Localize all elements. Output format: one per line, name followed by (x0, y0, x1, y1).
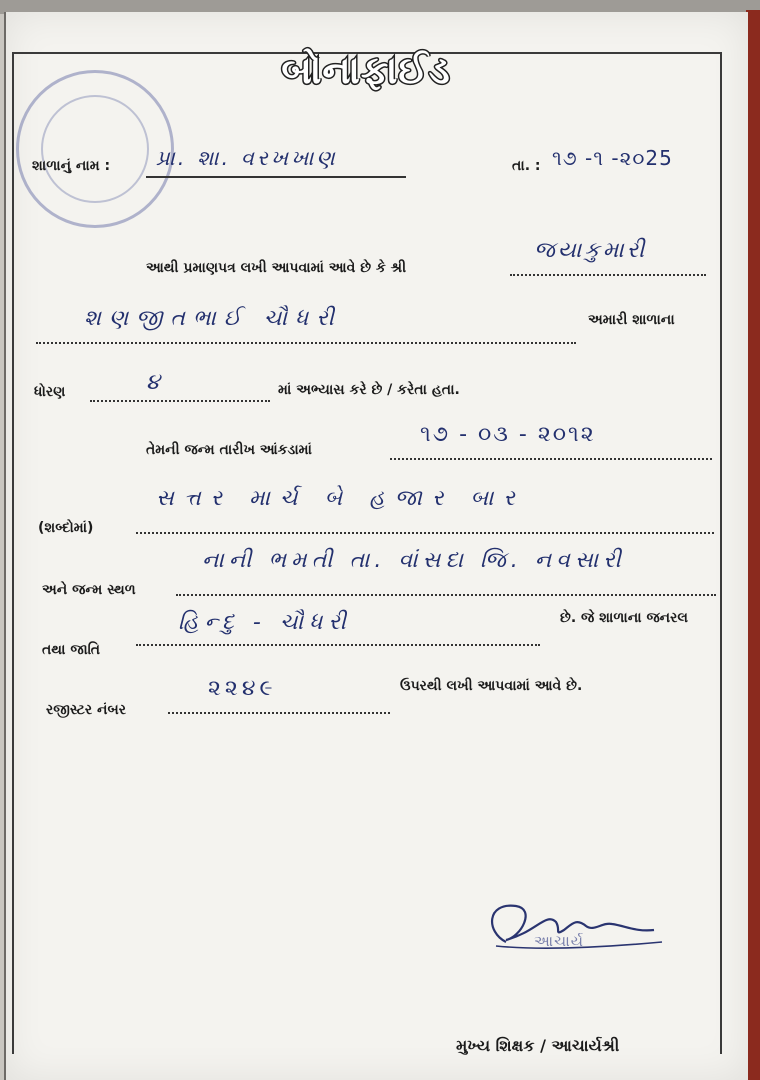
register-suffix: ઉપરથી લખી આપવામાં આવે છે. (400, 678, 583, 694)
certificate-title: બોનાફાઈડ (281, 48, 451, 92)
background-edge (746, 10, 760, 1080)
register-line (168, 712, 390, 714)
caste-suffix: છે. જે શાળાના જનરલ (560, 610, 688, 626)
stamp-designation: આચાર્ય (534, 932, 585, 950)
date-label: તા. : (512, 158, 541, 174)
principal-stamp-faded (474, 962, 694, 1022)
dob-words-label: (શબ્દોમાં) (38, 520, 94, 536)
dob-figures-value: ૧૭ - ૦૩ - ૨૦૧૨ (420, 422, 596, 447)
birthplace-label: અને જન્મ સ્થળ (42, 582, 136, 598)
student-full-name: શણજીતભાઈ ચૌધરી (84, 306, 342, 331)
standard-label: ધોરણ (34, 384, 66, 400)
register-value: ૨૨૪૯ (208, 676, 277, 701)
certificate-paper (4, 12, 748, 1080)
student-name-line (510, 274, 706, 276)
dob-figures-label: તેમની જન્મ તારીખ આંકડામાં (146, 442, 312, 458)
date-value: ૧૭ -૧ -૨૦25 (552, 146, 673, 170)
student-first-name: જયાકુમારી (534, 238, 648, 263)
dob-figures-line (390, 458, 712, 460)
caste-label: તથા જાતિ (42, 642, 101, 658)
certificate-title-block (242, 44, 490, 106)
dob-words-line (136, 532, 714, 534)
student-rest-line (36, 342, 576, 344)
certification-intro: આથી પ્રમાણપત્ર લખી આપવામાં આવે છે કે શ્રી (146, 260, 407, 276)
school-name-line (146, 176, 406, 178)
standard-suffix: માં અભ્યાસ કરે છે / કરેતા હતા. (278, 382, 460, 398)
birthplace-line (176, 594, 716, 596)
birthplace-value: નાની ભમતી તા. વાંસદા જિ. નવસારી (202, 548, 626, 573)
caste-line (136, 644, 540, 646)
signatory-title: મુખ્ય શિક્ષક / આચાર્યશ્રી (456, 1036, 620, 1055)
register-label: રજીસ્ટર નંબર (46, 702, 126, 718)
school-seal-inner-ring (41, 95, 149, 203)
standard-line (90, 400, 270, 402)
dob-words-value: સત્તર માર્ચ બે હજાર બાર (156, 486, 525, 511)
our-school-text: અમારી શાળાના (588, 312, 675, 328)
caste-value: હિન્દુ - ચૌધરી (178, 610, 352, 635)
school-name-value: પ્રા. શા. વરખખાણ (156, 146, 338, 170)
school-name-label: શાળાનું નામ : (32, 158, 111, 174)
school-seal-stamp (16, 70, 174, 228)
standard-value: ૪ (146, 370, 163, 395)
